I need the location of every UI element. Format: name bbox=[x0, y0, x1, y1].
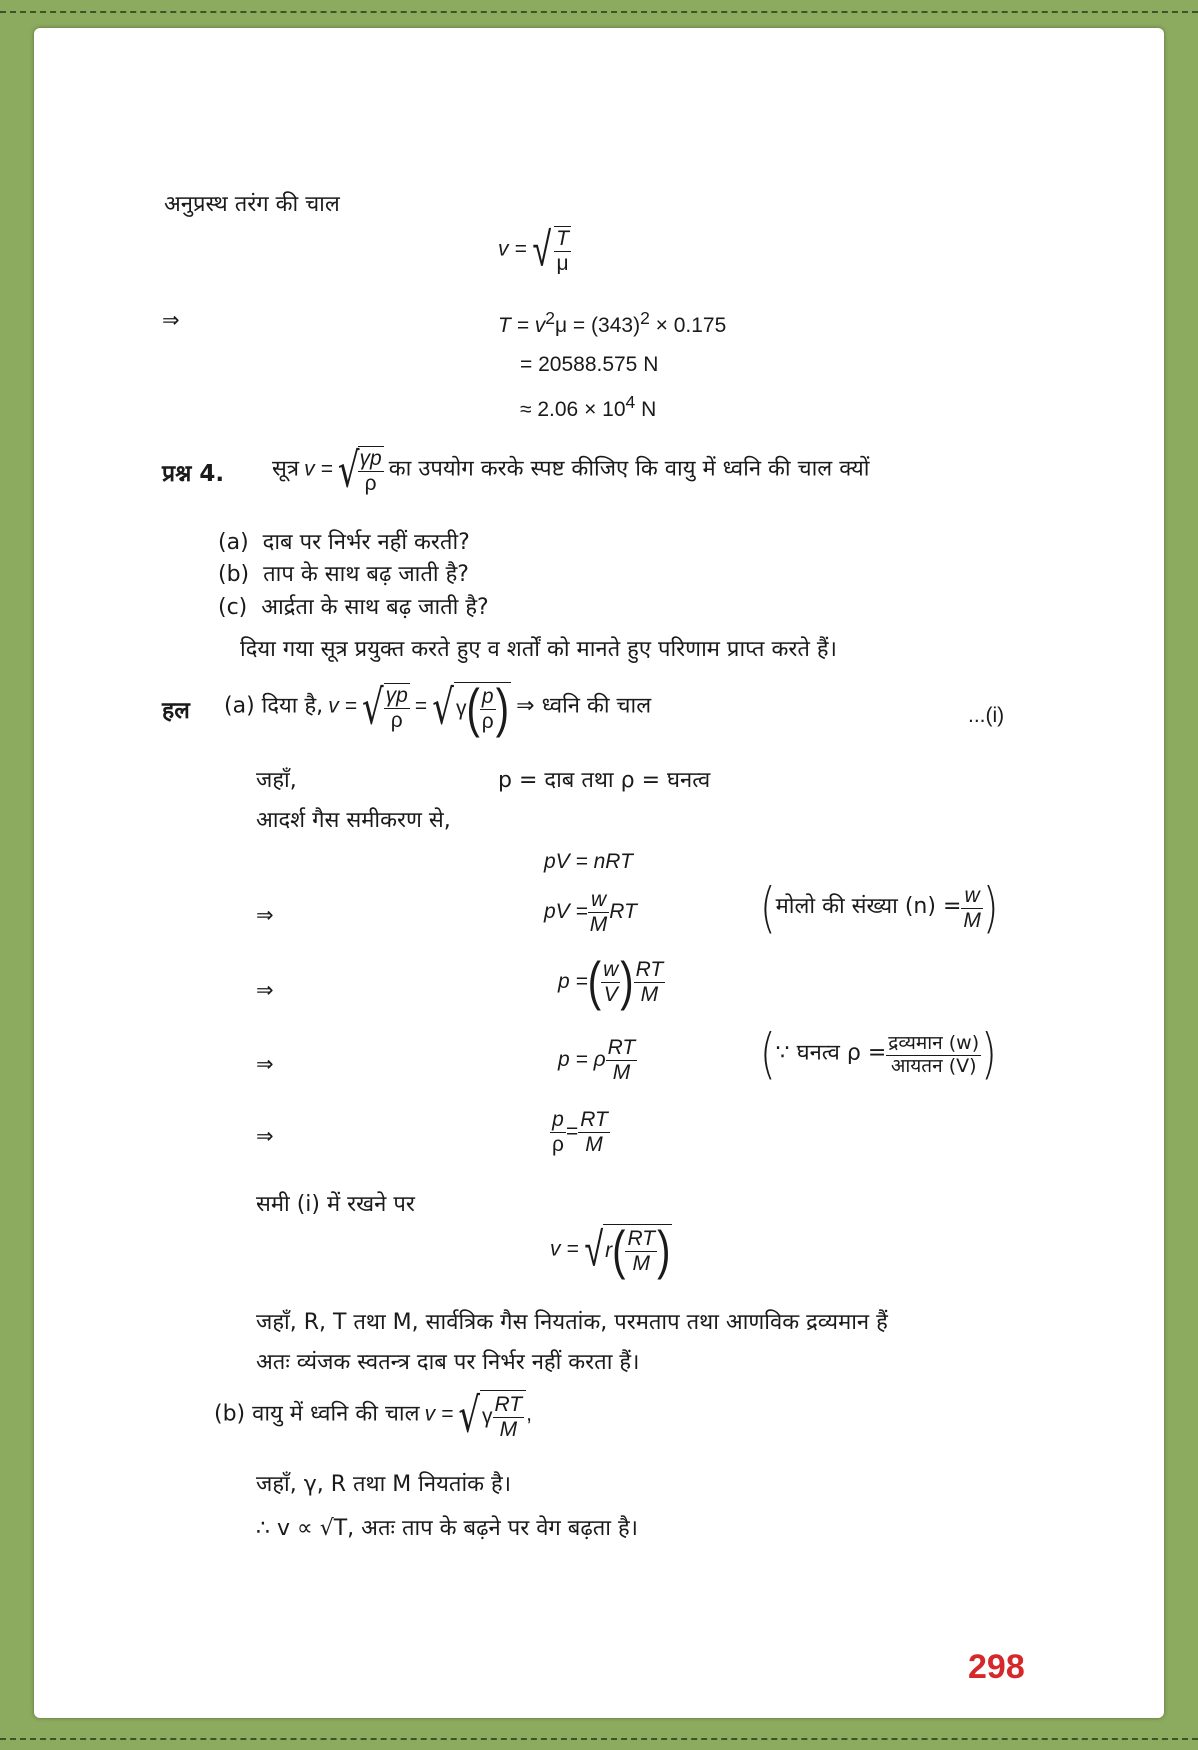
b-where: जहाँ, γ, R तथा M नियतांक है। bbox=[256, 1472, 512, 1497]
page-sheet bbox=[34, 28, 1164, 1718]
bottom-dashed-border bbox=[0, 1738, 1198, 1740]
step-5: $\frac{p}{\rho}$ = $\frac{RT}{M}$ bbox=[552, 1108, 608, 1157]
arrow-2: ⇒ bbox=[256, 904, 274, 927]
substitute-label: समी (i) में रखने पर bbox=[256, 1192, 415, 1217]
intro-num: T bbox=[554, 226, 571, 252]
step-6: v = √r( $\frac{RT}{M}$ ) bbox=[550, 1221, 671, 1281]
where-label: जहाँ, bbox=[256, 768, 297, 793]
question-note: दिया गया सूत्र प्रयुक्त करते हुए व शर्तों को मानते हुए परिणाम प्राप्त करते हैं। bbox=[240, 637, 837, 662]
step-4-note: (∵ घनत्व ρ = $\frac{\text{द्रव्यमान (w)}}{\text{आयतन (V)}}$ ) bbox=[760, 1023, 997, 1087]
solution-b-line: (b) वायु में ध्वनि की चाल v = √γ $\frac{RT}{M}$ , bbox=[214, 1388, 532, 1445]
question-line: सूत्र v = √ $\frac{\gamma p}{\rho}$ का उपयोग करके स्पष्ट कीजिए कि वायु में ध्वनि की चाल क्यों bbox=[272, 443, 870, 500]
intro-den: μ bbox=[556, 252, 569, 276]
step-2: pV = $\frac{w}{M}$ RT bbox=[544, 888, 637, 937]
page-number: 298 bbox=[968, 1648, 1025, 1686]
ideal-gas-label: आदर्श गैस समीकरण से, bbox=[256, 808, 451, 833]
intro-eq4: ≈ $2.06 \times 10^4$ N bbox=[520, 392, 657, 421]
intro-arrow: ⇒ bbox=[162, 309, 180, 332]
explain-line-1: जहाँ, R, T तथा M, सार्वत्रिक गैस नियतांक, परमताप तथा आणविक द्रव्यमान हैं bbox=[256, 1310, 888, 1335]
arrow-3: ⇒ bbox=[256, 979, 274, 1002]
question-part-b: (b) ताप के साथ बढ़ जाती है? bbox=[218, 562, 469, 587]
intro-label: अनुप्रस्थ तरंग की चाल bbox=[164, 192, 340, 217]
step-2-note: (मोलो की संख्या (n) = $\frac{w}{M}$ ) bbox=[760, 877, 999, 940]
intro-eq-v: v = √ $\frac{T}{\mu}$ bbox=[498, 223, 569, 277]
question-part-c: (c) आर्द्रता के साथ बढ़ जाती है? bbox=[218, 595, 489, 620]
intro-eq3: = 20588.575 N bbox=[520, 353, 659, 376]
where-definition: p = दाब तथा ρ = घनत्व bbox=[498, 768, 711, 793]
b-therefore: ∴ v ∝ √T, अतः ताप के बढ़ने पर वेग बढ़ता है। bbox=[256, 1516, 639, 1541]
equation-ref-i: ...(i) bbox=[968, 704, 1005, 727]
solution-label: हल bbox=[162, 698, 190, 724]
step-4: p = ρ $\frac{RT}{M}$ bbox=[558, 1036, 636, 1085]
step-1: pV = nRT bbox=[544, 850, 633, 873]
top-dashed-border bbox=[0, 11, 1198, 13]
step-3: p =( $\frac{w}{V}$ ) $\frac{RT}{M}$ bbox=[558, 952, 664, 1012]
question-part-a: (a) दाब पर निर्भर नहीं करती? bbox=[218, 530, 470, 555]
solution-a-line: (a) दिया है, v = √ $\frac{\gamma p}{\rho}$ = √γ( $\frac{p}{\rho}$ ) ⇒ ध्वनि की चाल bbox=[224, 679, 652, 739]
explain-line-2: अतः व्यंजक स्वतन्त्र दाब पर निर्भर नहीं करता हैं। bbox=[256, 1350, 640, 1375]
intro-eq2: $T = v^2\mu = (343)^2 \times 0.175$ bbox=[498, 308, 727, 337]
arrow-4: ⇒ bbox=[256, 1053, 274, 1076]
question-label: प्रश्न 4. bbox=[162, 461, 225, 487]
arrow-5: ⇒ bbox=[256, 1125, 274, 1148]
